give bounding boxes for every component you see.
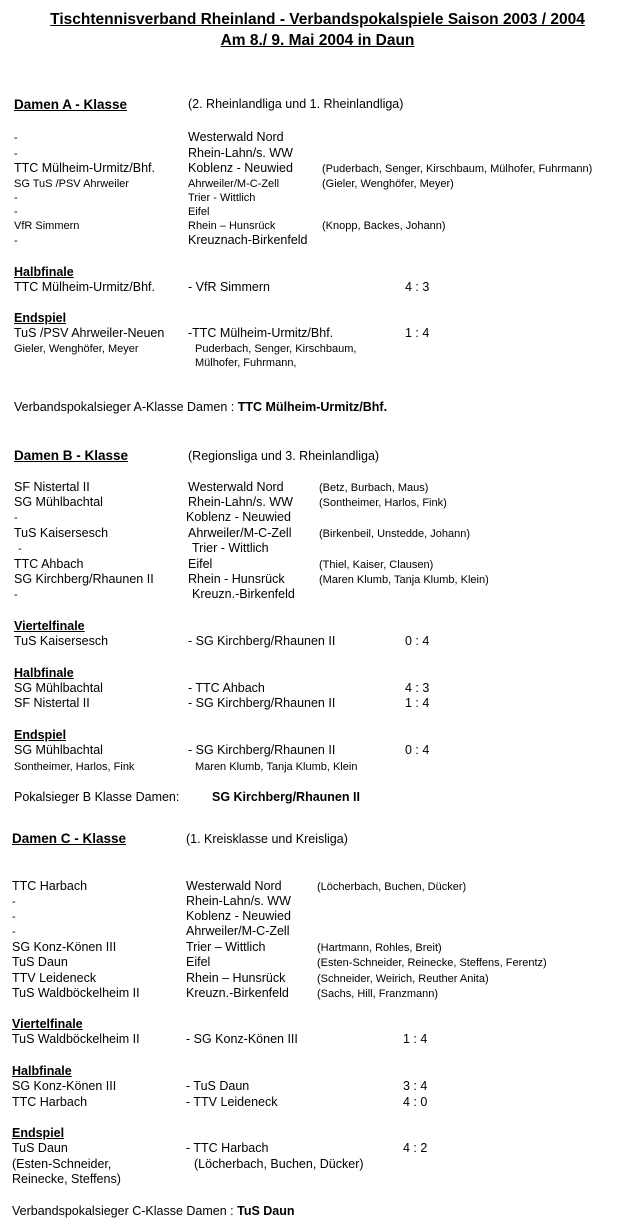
entry-team: - xyxy=(12,926,16,938)
entry-team: - xyxy=(18,543,22,555)
match-score: 0 : 4 xyxy=(405,634,430,648)
winner-label: Verbandspokalsieger A-Klasse Damen : xyxy=(14,400,238,414)
entry-players: (Hartmann, Rohles, Breit) xyxy=(317,942,442,954)
match-score: 1 : 4 xyxy=(405,696,430,710)
page-subtitle: Am 8./ 9. Mai 2004 in Daun xyxy=(220,32,415,49)
entry-team: TTC Ahbach xyxy=(14,557,84,571)
entry-team: TuS Waldböckelheim II xyxy=(12,986,140,1000)
match-score: 4 : 3 xyxy=(405,681,430,695)
entry-team: TuS Daun xyxy=(12,955,68,969)
entry-district: Koblenz - Neuwied xyxy=(188,161,293,175)
match-home: TuS /PSV Ahrweiler-Neuen xyxy=(14,326,165,340)
entry-team: TTV Leideneck xyxy=(12,971,97,985)
match-home: TTC Harbach xyxy=(12,1095,88,1109)
entry-players: (Schneider, Weirich, Reuther Anita) xyxy=(317,973,489,985)
section-heading-damen-a: Damen A - Klasse xyxy=(14,97,128,112)
entry-players: (Sontheimer, Harlos, Fink) xyxy=(319,497,447,509)
entry-team: TTC Mülheim-Urmitz/Bhf. xyxy=(14,161,155,175)
entry-district: Westerwald Nord xyxy=(188,480,284,494)
entry-team: - xyxy=(14,148,18,160)
match-away: - SG Konz-Könen III xyxy=(186,1032,298,1046)
entry-district: Trier - Wittlich xyxy=(192,541,269,555)
entry-team: VfR Simmern xyxy=(14,220,80,232)
entry-team: - xyxy=(12,911,16,923)
match-score: 4 : 2 xyxy=(403,1141,428,1155)
match-home: TTC Mülheim-Urmitz/Bhf. xyxy=(14,280,155,294)
match-away: - TuS Daun xyxy=(186,1079,250,1093)
entry-team: SG Kirchberg/Rhaunen II xyxy=(14,572,154,586)
match-away-players: Mülhofer, Fuhrmann, xyxy=(195,357,297,369)
match-score: 3 : 4 xyxy=(403,1079,428,1093)
winner-line-c xyxy=(12,1204,295,1219)
entry-players: (Löcherbach, Buchen, Dücker) xyxy=(317,881,467,893)
entry-team: SG TuS /PSV Ahrweiler xyxy=(14,178,129,190)
round-label-endspiel-b: Endspiel xyxy=(14,728,67,742)
entry-team: - xyxy=(14,512,18,524)
winner-name: TTC Mülheim-Urmitz/Bhf. xyxy=(237,400,388,414)
entry-district: Kreuzn.-Birkenfeld xyxy=(186,986,289,1000)
entry-district: Trier - Wittlich xyxy=(188,192,256,204)
entry-team: SG Mühlbachtal xyxy=(14,495,103,509)
entry-team: - xyxy=(14,132,18,144)
entry-district: Kreuzn.-Birkenfeld xyxy=(192,587,295,601)
entry-district: Eifel xyxy=(188,206,210,218)
entry-players: (Esten-Schneider, Reinecke, Steffens, Ferentz) xyxy=(317,957,547,969)
round-label-halbfinale-a: Halbfinale xyxy=(14,265,74,279)
entry-district: Rhein-Lahn/s. WW xyxy=(186,894,291,908)
entry-players: (Sachs, Hill, Franzmann) xyxy=(317,988,439,1000)
round-label-viertelfinale-b: Viertelfinale xyxy=(14,619,85,633)
entry-team: TuS Kaisersesch xyxy=(14,526,109,540)
entry-district: Ahrweiler/M-C-Zell xyxy=(188,178,280,190)
match-home-players: Gieler, Wenghöfer, Meyer xyxy=(14,343,139,355)
section-league-damen-a: (2. Rheinlandliga und 1. Rheinlandliga) xyxy=(188,97,404,111)
entry-district: Ahrweiler/M-C-Zell xyxy=(188,526,292,540)
match-home: SF Nistertal II xyxy=(14,696,90,710)
entry-players: (Birkenbeil, Unstedde, Johann) xyxy=(319,528,471,540)
winner-label-b: Pokalsieger B Klasse Damen: xyxy=(14,790,180,804)
section-heading-damen-b: Damen B - Klasse xyxy=(14,448,129,463)
match-home: SG Mühlbachtal xyxy=(14,681,103,695)
match-score: 0 : 4 xyxy=(405,743,430,757)
entry-district: Eifel xyxy=(186,955,211,969)
match-away: - TTC Ahbach xyxy=(188,681,265,695)
entry-team: - xyxy=(14,589,18,601)
entry-district: Koblenz - Neuwied xyxy=(186,510,291,524)
match-away-players: (Löcherbach, Buchen, Dücker) xyxy=(194,1157,364,1171)
match-away: - SG Kirchberg/Rhaunen II xyxy=(188,634,336,648)
match-home: SG Konz-Könen III xyxy=(12,1079,117,1093)
entry-district: Westerwald Nord xyxy=(186,879,282,893)
entry-players: (Betz, Burbach, Maus) xyxy=(319,482,429,494)
round-label-endspiel-c: Endspiel xyxy=(12,1126,65,1140)
entry-team: - xyxy=(14,192,18,204)
match-away-players: Maren Klumb, Tanja Klumb, Klein xyxy=(195,761,358,773)
entry-players: (Maren Klumb, Tanja Klumb, Klein) xyxy=(319,574,489,586)
round-label-viertelfinale-c: Viertelfinale xyxy=(12,1017,83,1031)
entry-players: (Thiel, Kaiser, Clausen) xyxy=(319,559,434,571)
match-home-players: Sontheimer, Harlos, Fink xyxy=(14,761,135,773)
match-away: -TTC Mülheim-Urmitz/Bhf. xyxy=(188,326,334,340)
round-label-endspiel-a: Endspiel xyxy=(14,311,67,325)
entry-team: TTC Harbach xyxy=(12,879,88,893)
match-score: 1 : 4 xyxy=(405,326,430,340)
section-heading-damen-c: Damen C - Klasse xyxy=(12,831,127,846)
round-label-halbfinale-b: Halbfinale xyxy=(14,666,74,680)
entry-players: (Puderbach, Senger, Kirschbaum, Mülhofer, Fuhrmann) xyxy=(322,163,593,175)
match-away: - VfR Simmern xyxy=(188,280,270,294)
entry-district: Rhein – Hunsrück xyxy=(188,220,276,232)
winner-name: TuS Daun xyxy=(237,1204,295,1218)
entry-district: Kreuznach-Birkenfeld xyxy=(188,233,308,247)
entry-team: SG Konz-Könen III xyxy=(12,940,117,954)
section-league-damen-b: (Regionsliga und 3. Rheinlandliga) xyxy=(188,449,380,463)
match-away: - TTV Leideneck xyxy=(186,1095,278,1109)
match-score: 1 : 4 xyxy=(403,1032,428,1046)
match-score: 4 : 3 xyxy=(405,280,430,294)
entry-team: - xyxy=(12,896,16,908)
entry-players: (Knopp, Backes, Johann) xyxy=(322,220,446,232)
entry-team: - xyxy=(14,235,18,247)
section-league-damen-c: (1. Kreisklasse und Kreisliga) xyxy=(186,832,348,846)
entry-district: Koblenz - Neuwied xyxy=(186,909,291,923)
entry-district: Rhein - Hunsrück xyxy=(188,572,285,586)
winner-label: Verbandspokalsieger C-Klasse Damen : xyxy=(12,1204,238,1218)
match-away: - SG Kirchberg/Rhaunen II xyxy=(188,743,336,757)
match-away-players: Puderbach, Senger, Kirschbaum, xyxy=(195,343,357,355)
entry-district: Eifel xyxy=(188,557,213,571)
winner-line-a xyxy=(14,400,387,415)
entry-district: Westerwald Nord xyxy=(188,130,284,144)
match-home: SG Mühlbachtal xyxy=(14,743,103,757)
match-away: - SG Kirchberg/Rhaunen II xyxy=(188,696,336,710)
entry-district: Rhein – Hunsrück xyxy=(186,971,286,985)
entry-district: Rhein-Lahn/s. WW xyxy=(188,495,293,509)
winner-name-b: SG Kirchberg/Rhaunen II xyxy=(212,790,360,804)
entry-district: Rhein-Lahn/s. WW xyxy=(188,146,293,160)
round-label-halbfinale-c: Halbfinale xyxy=(12,1064,72,1078)
page-title: Tischtennisverband Rheinland - Verbandspokalspiele Saison 2003 / 2004 xyxy=(50,11,585,28)
match-home: TuS Daun xyxy=(12,1141,68,1155)
match-home: TuS Waldböckelheim II xyxy=(12,1032,140,1046)
match-home: TuS Kaisersesch xyxy=(14,634,109,648)
entry-team: - xyxy=(14,206,18,218)
match-away: - TTC Harbach xyxy=(186,1141,269,1155)
match-home-players: Reinecke, Steffens) xyxy=(12,1172,121,1186)
entry-players: (Gieler, Wenghöfer, Meyer) xyxy=(322,178,454,190)
entry-team: SF Nistertal II xyxy=(14,480,90,494)
match-score: 4 : 0 xyxy=(403,1095,428,1109)
entry-district: Ahrweiler/M-C-Zell xyxy=(186,924,290,938)
match-home-players: (Esten-Schneider, xyxy=(12,1157,112,1171)
entry-district: Trier – Wittlich xyxy=(186,940,266,954)
